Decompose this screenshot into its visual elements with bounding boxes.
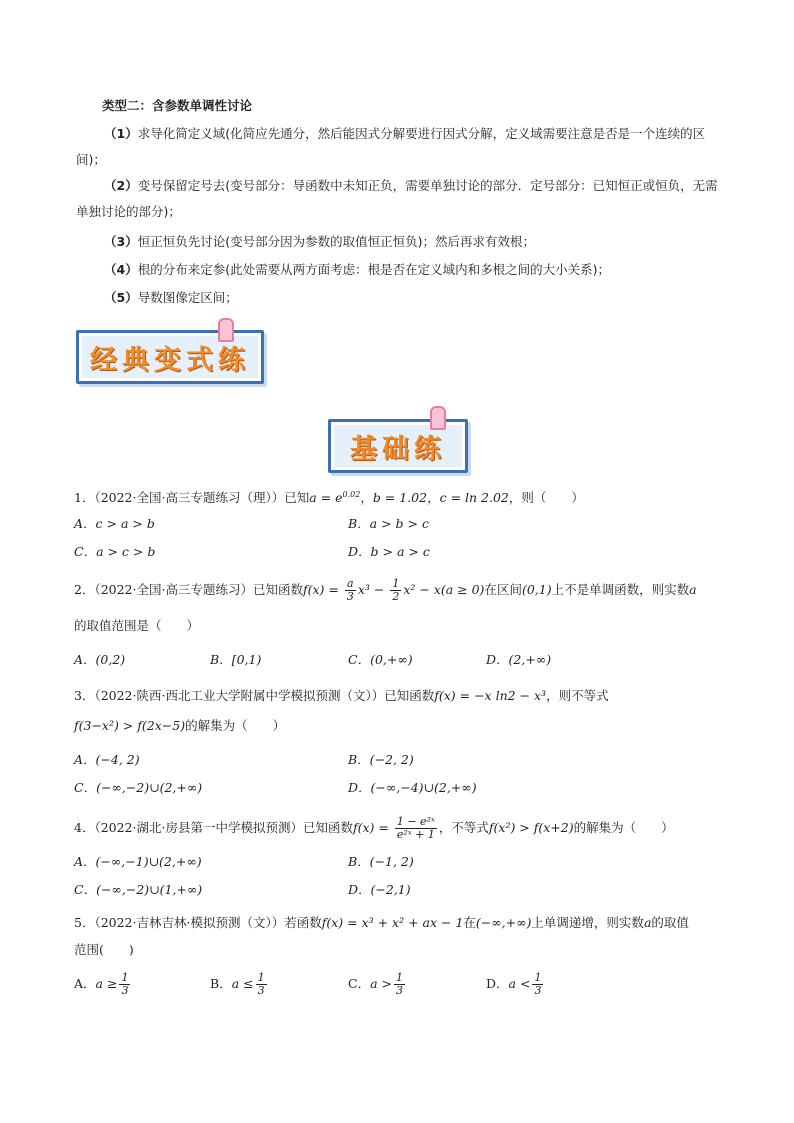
q1-option-c[interactable]: C．a > c > b: [74, 544, 156, 559]
q3-option-c[interactable]: C．(−∞,−2)∪(2,+∞): [74, 780, 203, 795]
item-text: 求导化简定义域(化简应先通分，然后能因式分解要进行因式分解，定义域需要注意是否是一个连续的区间)；: [76, 126, 706, 167]
question-3-line2: f(3−x²) > f(2x−5)的解集为（ ）: [74, 718, 286, 733]
function-expr: f(x) = −x ln2 − x³: [434, 688, 547, 703]
section-title: 类型二：含参数单调性讨论: [102, 98, 253, 113]
item-number: （1）: [104, 126, 138, 141]
q2-option-c[interactable]: C．(0,+∞): [348, 652, 413, 667]
q2-option-b[interactable]: B．[0,1): [210, 652, 262, 667]
item-number: （4）: [104, 262, 138, 277]
q1-option-a[interactable]: A．c > a > b: [74, 516, 155, 531]
q3-option-b[interactable]: B．(−2, 2): [348, 752, 414, 767]
q4-option-a[interactable]: A．(−∞,−1)∪(2,+∞): [74, 854, 202, 869]
expr-c: c = ln 2.02: [439, 490, 509, 506]
question-2-line2: 的取值范围是（ ）: [74, 618, 200, 633]
question-5: 5．（2022·吉林吉林·模拟预测（文））若函数f(x) = x³ + x² + ax − 1在(−∞,+∞)上单调递增，则实数a的取值: [74, 915, 689, 930]
q4-option-b[interactable]: B．(−1, 2): [348, 854, 414, 869]
expr-b: b = 1.02: [372, 490, 428, 506]
function-expr: f(x) = $\frac{\text{1 − e²ˣ}}{\text{e²ˣ + 1}}$: [352, 815, 435, 841]
q5-option-c[interactable]: C．a > $\frac{1}{3}$: [348, 971, 403, 997]
banner-basic: [328, 419, 468, 473]
function-expr: f(x) = x³ + x² + ax − 1: [321, 915, 464, 930]
question-2: 2．（2022·全国·高三专题练习）已知函数f(x) = $\frac{a}{3}$ x³ − $\frac{1}{2}$ x² − x(a ≥ 0)在区间(0,1)上不是单调函数，则实数a: [74, 577, 697, 603]
question-5-line2: 范围( ): [74, 942, 134, 957]
q1-option-b[interactable]: B．a > b > c: [348, 516, 429, 531]
function-expr: f(x) = $\frac{a}{3}$ x³ − $\frac{1}{2}$ x² − x(a ≥ 0): [302, 577, 485, 603]
item-number: （2）: [104, 178, 138, 193]
expr-a: $a = e^{0.02}$: [309, 490, 361, 506]
question-4: 4．（2022·湖北·房县第一中学模拟预测）已知函数f(x) = $\frac{\text{1 − e²ˣ}}{\text{e²ˣ + 1}}$ ，不等式f(x²) > f(x+2)的解集为（ ）: [74, 815, 674, 841]
q5-option-b[interactable]: B．a ≤ $\frac{1}{3}$: [210, 971, 265, 997]
q5-option-a[interactable]: A．a ≥ $\frac{1}{3}$: [74, 971, 129, 997]
item-text: 变号保留定号去(变号部分：导函数中未知正负，需要单独讨论的部分．定号部分：已知恒正或恒负，无需单独讨论的部分)；: [76, 178, 718, 219]
q5-option-d[interactable]: D．a < $\frac{1}{3}$: [486, 971, 542, 997]
paperclip-icon: [430, 406, 446, 430]
question-3: 3．（2022·陕西·西北工业大学附属中学模拟预测（文））已知函数f(x) = −x ln2 − x³，则不等式: [74, 688, 609, 703]
q2-option-d[interactable]: D．(2,+∞): [486, 652, 552, 667]
item-text: 根的分布来定参(此处需要从两方面考虑：根是否在定义域内和多根之间的大小关系)；: [137, 262, 610, 277]
method-item-5: [76, 285, 726, 311]
q3-option-a[interactable]: A．(−4, 2): [74, 752, 140, 767]
banner-classic-text: 经典变式练: [90, 344, 250, 376]
banner-classic: [76, 330, 264, 384]
q2-option-a[interactable]: A．(0,2): [74, 652, 126, 667]
item-text: 恒正恒负先讨论(变号部分因为参数的取值恒正恒负)；然后再求有效根；: [137, 234, 535, 249]
q1-option-d[interactable]: D．b > a > c: [348, 544, 430, 559]
paperclip-icon: [218, 318, 234, 342]
method-item-4: [76, 257, 726, 283]
q3-option-d[interactable]: D．(−∞,−4)∪(2,+∞): [348, 780, 477, 795]
item-text: 导数图像定区间；: [137, 290, 238, 305]
method-item-2: [76, 173, 726, 225]
method-item-1: [76, 121, 726, 173]
q4-option-c[interactable]: C．(−∞,−2)∪(1,+∞): [74, 882, 203, 897]
inequality-expr: f(3−x²) > f(2x−5): [74, 718, 186, 733]
item-number: （3）: [104, 234, 138, 249]
question-1: 1．（2022·全国·高三专题练习（理））已知$a = e^{0.02}$，b = 1.02，c = ln 2.02，则（ ）: [74, 490, 584, 506]
banner-basic-text: 基础练: [350, 433, 446, 465]
method-item-3: [76, 229, 726, 255]
inequality-expr: f(x²) > f(x+2): [488, 820, 574, 835]
item-number: （5）: [104, 290, 138, 305]
q4-option-d[interactable]: D．(−2,1): [348, 882, 411, 897]
